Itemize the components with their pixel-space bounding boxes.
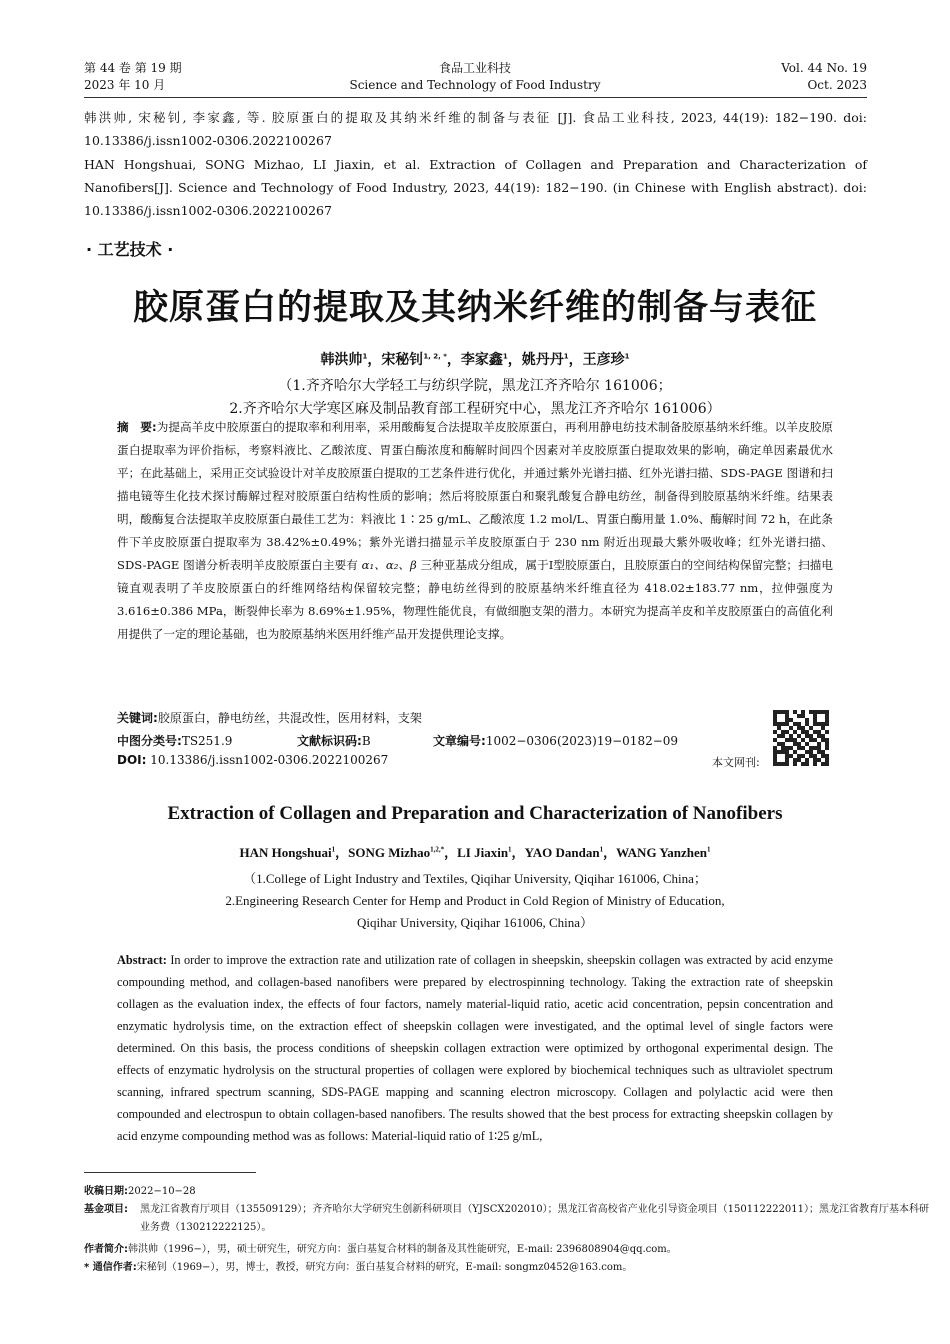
header-rule (84, 97, 867, 98)
journal-name-en: Science and Technology of Food Industry (349, 78, 601, 92)
author-bio-label: 作者简介: (84, 1244, 128, 1255)
author-name-en: SONG Mizhao (348, 845, 431, 860)
doc-code-value: B (361, 734, 371, 748)
header-center (300, 60, 650, 94)
issue-date: 2023 年 10 月 (84, 78, 166, 92)
affiliations-en (0, 868, 950, 934)
page-title-en: Extraction of Collagen and Preparation and Characterization of Nanofibers (167, 803, 783, 824)
affiliation-line: （1.齐齐哈尔大学轻工与纺织学院，黑龙江齐齐哈尔 161006； (278, 378, 672, 394)
journal-name-cn: 食品工业科技 (438, 61, 511, 75)
footnote-rule (84, 1172, 256, 1173)
doi-row (117, 753, 388, 767)
author-bio-text: 韩洪帅（1996−），男，硕士研究生，研究方向：蛋白基复合材料的制备及其性能研究，E-mail: 2396808904@qq.com。 (128, 1244, 677, 1255)
classification-row (117, 732, 717, 749)
received-date: 2022−10−28 (128, 1186, 196, 1197)
doi-value[interactable]: 10.13386/j.issn1002-0306.2022100267 (150, 753, 389, 767)
author-name: 韩洪帅 (320, 352, 363, 368)
author-name: 王彦珍 (582, 352, 625, 368)
footnote-received (84, 1183, 196, 1201)
corresponding-text: 宋秘钊（1969−），男，博士，教授，研究方向：蛋白基复合材料的研究，E-mail: songmz0452@163.com。 (136, 1262, 633, 1273)
footnote-corresponding (84, 1259, 874, 1277)
keywords-text: 胶原蛋白，静电纺丝，共混改性，医用材料，支架 (157, 711, 422, 725)
clc-value: TS251.9 (181, 734, 233, 748)
author-name-en: WANG Yanzhen (616, 845, 708, 860)
fund-text: 黑龙江省教育厅项目（135509129）；齐齐哈尔大学研究生创新科研项目（YJSCX202010）；黑龙江省高校省产业化引导资金项目（150112222011）；黑龙江省教育厅基本科研业务费（130212222125）。 (140, 1204, 930, 1233)
keywords-cn (117, 709, 422, 726)
header-right (781, 60, 867, 94)
affiliation-line-en: （1.College of Light Industry and Textiles, Qiqihar University, Qiqihar 161006, China； (243, 871, 707, 886)
abstract-label-cn: 摘 要: (117, 420, 157, 434)
subunit-symbols: α₁、α₂、β (361, 558, 417, 572)
abstract-cn (117, 416, 833, 646)
footnote-fund (84, 1201, 930, 1237)
corresponding-label: * 通信作者: (84, 1262, 137, 1273)
author-name-en: YAO Dandan (524, 845, 600, 860)
footnote-author (84, 1241, 874, 1259)
affiliations-cn (0, 375, 950, 421)
author-name-en: LI Jiaxin (457, 845, 509, 860)
article-number-label: 文章编号: (433, 734, 486, 748)
clc-label: 中图分类号: (117, 734, 182, 748)
author-name: 李家鑫 (460, 352, 503, 368)
volume-issue: 第 44 卷 第 19 期 (84, 61, 182, 75)
abstract-text-cn-2: 三种亚基成分组成，属于Ⅰ型胶原蛋白，且胶原蛋白的空间结构保留完整；扫描电镜直观表明了羊皮胶原蛋白的纤维网络结构保留较完整；静电纺丝得到的胶原基纳米纤维直径为 418.02±183.77 nm，拉伸强度为 3.616±0.386 MPa，断裂伸长率为 8.69%±1.95%，物理性能优良，有做细胞支架的潜力。本研究为提高羊皮和羊皮胶原蛋白的高值化利用提供了一定的理论基础，也为胶原基纳米医用纤维产品开发提供理论支撑。 (117, 558, 833, 641)
fund-label: 基金项目: (84, 1204, 128, 1215)
affiliation-line: 2.齐齐哈尔大学寒区麻及制品教育部工程研究中心，黑龙江齐齐哈尔 161006） (229, 401, 721, 417)
section-tag: · 工艺技术 · (86, 240, 174, 259)
affiliation-line-en: 2.Engineering Research Center for Hemp and Product in Cold Region of Ministry of Education, (225, 893, 725, 908)
issue-date-en: Oct. 2023 (807, 78, 867, 92)
abstract-text-cn: 为提高羊皮中胶原蛋白的提取率和利用率，采用酸酶复合法提取羊皮胶原蛋白，再利用静电纺技术制备胶原基纳米纤维。以羊皮胶原蛋白提取率为评价指标，考察料液比、乙酸浓度、胃蛋白酶浓度和酶解时间四个因素对羊皮胶原蛋白提取效果的影响，确定单因素最优水平；在此基础上，采用正交试验设计对羊皮胶原蛋白提取的工艺条件进行优化，并通过紫外光谱扫描、红外光谱扫描、SDS-PAGE 图谱和扫描电镜等生化技术探讨酶解过程对胶原蛋白结构性质的影响；然后将胶原蛋白和聚乳酸复合静电纺丝，制备得到胶原基纳米纤维。结果表明，酸酶复合法提取羊皮胶原蛋白最佳工艺为：料液比 1∶25 g/mL、乙酸浓度 1.2 mol/L、胃蛋白酶用量 1.0%、酶解时间 72 h，在此条件下羊皮胶原蛋白提取率为 38.42%±0.49%；紫外光谱扫描显示羊皮胶原蛋白于 230 nm 附近出现最大紫外吸收峰；红外光谱扫描、SDS-PAGE 图谱分析表明羊皮胶原蛋白主要有 (117, 420, 833, 572)
author-name: 宋秘钊 (381, 352, 424, 368)
qr-label: 本文网刊: (712, 756, 760, 769)
article-number-value: 1002−0306(2023)19−0182−09 (485, 734, 679, 748)
affiliation-line-en: Qiqihar University, Qiqihar 161006, China） (356, 915, 593, 930)
author-name: 姚丹丹 (521, 352, 564, 368)
volume-issue-en: Vol. 44 No. 19 (781, 61, 867, 75)
page-title-cn: 胶原蛋白的提取及其纳米纤维的制备与表征 (132, 288, 817, 328)
qr-code-icon[interactable] (773, 710, 829, 768)
doc-code-label: 文献标识码: (297, 734, 362, 748)
abstract-label-en: Abstract: (117, 953, 167, 967)
author-name-en: HAN Hongshuai (239, 845, 332, 860)
received-label: 收稿日期: (84, 1186, 128, 1197)
doi-label: DOI: (117, 753, 147, 767)
header-left (84, 60, 182, 94)
citation-en: HAN Hongshuai, SONG Mizhao, LI Jiaxin, et al. Extraction of Collagen and Preparation and Characterization of Nanofibers[J]. Science and Technology of Food Industry, 2023, 44(19): 182−190. (in Chinese with English abstract). doi: 10.13386/j.issn1002-0306.2022100267 (84, 157, 867, 218)
abstract-text-en: In order to improve the extraction rate and utilization rate of collagen in sheepskin, sheepskin collagen was extracted by acid enzyme compounding method, and collagen-based nanofibers were prepared by electrospinning technology. Taking the extraction rate of sheepskin collagen as the evaluation index, the effects of four factors, namely material-liquid ratio, acetic acid concentration, pepsin concentration and enzymatic hydrolysis time, on the extraction effect of sheepskin collagen were investigated, and the optimal level of single factors were determined. On this basis, the process conditions of sheepskin collagen extraction were optimized by orthogonal experimental design. The effects of enzymatic hydrolysis on the structural properties of collagen were explored by biochemical techniques such as ultraviolet spectrum scanning, infrared spectrum scanning, SDS-PAGE mapping and scanning electron microscopy. Collagen and polylactic acid were then compounded and electrospun to obtain collagen-based nanofibers. The results showed that the best process for extracting sheepskin collagen by acid enzyme compounding method was as follows: Material-liquid ratio of 1∶25 g/mL, (117, 953, 834, 1143)
abstract-en (117, 949, 833, 1147)
citation-cn: 韩洪帅, 宋秘钊, 李家鑫, 等. 胶原蛋白的提取及其纳米纤维的制备与表征 [J]. 食品工业科技, 2023, 44(19): 182−190. doi: 10.13386/j.issn1002-0306.2022100267 (84, 110, 867, 148)
keywords-label: 关键词: (117, 711, 158, 725)
authors-cn: 韩洪帅$^1$，宋秘钊$^{1, 2, *}$，李家鑫$^1$，姚丹丹$^1$，王彦珍$^1$ (320, 352, 630, 368)
authors-en: HAN Hongshuai$^1$，SONG Mizhao$^{1,2,*}$，LI Jiaxin$^1$，YAO Dandan$^1$，WANG Yanzhen$^1$ (239, 845, 711, 860)
